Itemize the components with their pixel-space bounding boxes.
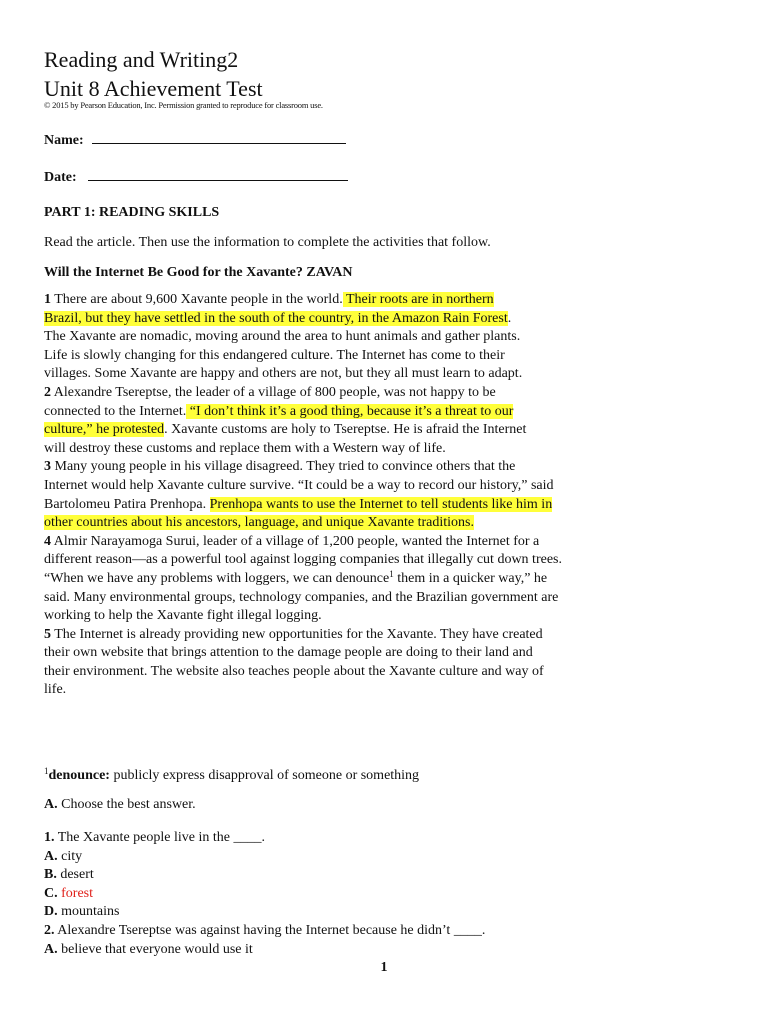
paragraph-number: 3	[44, 459, 51, 475]
article-paragraph-5: 5 The Internet is already providing new opportunities for the Xavante. They have created their own website that brings attention to the damage people are doing to their land and their environment. The website also teaches people about the Xavante culture and way of life.	[44, 626, 544, 698]
article-body	[44, 291, 734, 700]
date-field	[44, 168, 348, 186]
part1-instructions: Read the article. Then use the information to complete the activities that follow.	[44, 235, 491, 250]
footnote-number: 1	[44, 766, 49, 776]
name-blank-line[interactable]	[92, 131, 346, 144]
paragraph-number: 4	[44, 533, 51, 549]
part1-heading: PART 1: READING SKILLS	[44, 205, 220, 220]
footnote-term: denounce:	[48, 768, 110, 783]
article-paragraph-2: 2 Alexandre Tsereptse, the leader of a village of 800 people, was not happy to be connected to the Internet. “I don’t think it’s a good thing, because it’s a threat to our culture,” he protested. Xavante customs are holy to Tsereptse. He is afraid the Internet will destroy these customs and replace them with a Western way of life.	[44, 384, 527, 456]
question-2-option-a[interactable]: A. believe that everyone would use it	[44, 941, 253, 957]
paragraph-number: 2	[44, 384, 51, 400]
question-stem: 1. The Xavante people live in the ____.	[44, 830, 265, 845]
answer-option-c[interactable]: C. forest	[44, 885, 94, 901]
highlighted-text: Their roots are in northern Brazil, but they have settled in the south of the country, in the Amazon Rain Forest	[44, 292, 508, 326]
date-blank-line[interactable]	[88, 168, 348, 181]
answer-option-d[interactable]: D. mountains	[44, 904, 120, 920]
doc-title-line1: Reading and Writing2	[44, 47, 239, 72]
footnote-definition: publicly express disapproval of someone or something	[109, 768, 420, 783]
page-number: 1	[380, 960, 388, 975]
article-paragraph-3: 3 Many young people in his village disagreed. They tried to convince others that the Internet would help Xavante culture survive. “It could be a way to record our history,” said Bartolomeu Patira Prenhopa. Prenhopa wants to use the Internet to tell students like him in other countries about his ancestors, language, and unique Xavante traditions.	[44, 459, 554, 531]
highlighted-text: Prenhopa wants to use the Internet to tell students like him in other countries about his ancestors, language, and unique Xavante traditions.	[44, 496, 553, 531]
answer-option-b[interactable]: B. desert	[44, 867, 94, 883]
date-label: Date:	[44, 170, 77, 185]
name-field	[44, 131, 346, 149]
highlighted-text: “I don’t think it’s a good thing, because it’s a threat to our culture,” he protested	[44, 403, 514, 438]
article-paragraph-1: 1 There are about 9,600 Xavante people in the world. Their roots are in northern Brazil, but they have settled in the south of the country, in the Amazon Rain Forest. The Xavante are nomadic, moving around the area to hunt animals and gather plants. Life is slowly changing for this endangered culture. The Internet has come to their villages. Some Xavante are happy and others are not, but they all must learn to adapt.	[44, 292, 523, 382]
question-2-stem: 2. Alexandre Tsereptse was against having the Internet because he didn’t ____.	[44, 922, 486, 938]
paragraph-number: 1	[44, 292, 51, 307]
article-paragraph-4: 4 Almir Narayamoga Surui, leader of a village of 1,200 people, wanted the Internet for a different reason—as a powerful tool against logging companies that illegally cut down trees. “When we have any problems with loggers, we can denounce$^1$ them in a quicker way,” he said. Many environmental groups, technology companies, and the Brazilian government are working to help the Xavante fight illegal logging.	[44, 533, 562, 624]
article-title: Will the Internet Be Good for the Xavante? ZAVAN	[44, 265, 353, 280]
question-1	[44, 829, 485, 959]
answer-option-a[interactable]: A. city	[44, 848, 83, 864]
paragraph-number: 5	[44, 626, 51, 642]
section-a-instruction: A. Choose the best answer.	[44, 797, 196, 812]
selected-answer: forest	[57, 885, 94, 901]
footnote-marker: 1	[389, 568, 394, 579]
name-label: Name:	[44, 133, 84, 148]
footnote	[44, 768, 419, 784]
copyright-notice: © 2015 by Pearson Education, Inc. Permission granted to reproduce for classroom use.	[44, 100, 323, 110]
doc-title-line2: Unit 8 Achievement Test	[44, 76, 263, 101]
